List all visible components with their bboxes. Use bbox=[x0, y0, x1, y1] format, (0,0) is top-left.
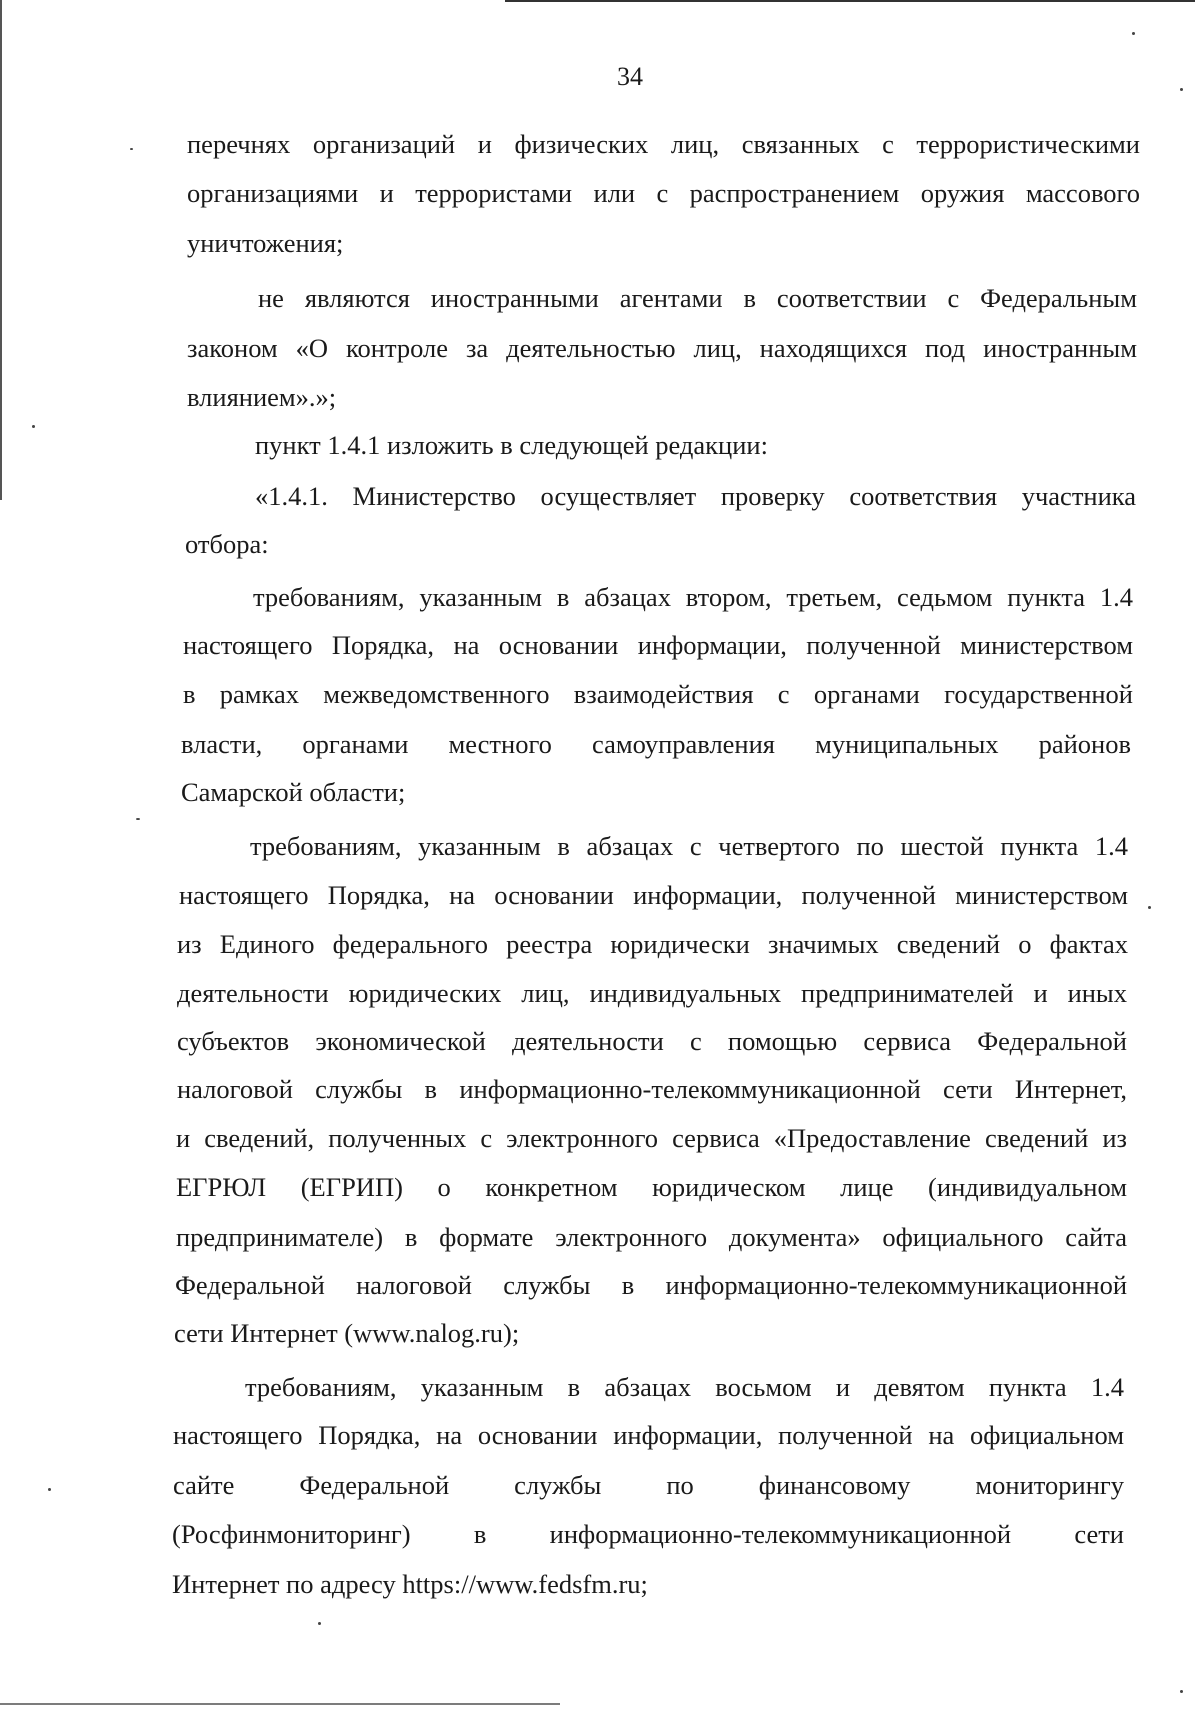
scan-speck bbox=[1148, 906, 1151, 909]
text-line: власти, органами местного самоуправления муниципальных районов bbox=[181, 729, 1131, 759]
text-line: деятельности юридических лиц, индивидуальных предпринимателей и иных bbox=[177, 978, 1127, 1008]
scan-speck bbox=[318, 1622, 321, 1625]
text-line: сети Интернет (www.nalog.ru); bbox=[174, 1318, 520, 1348]
text-line: ЕГРЮЛ (ЕГРИП) о конкретном юридическом лице (индивидуальном bbox=[176, 1172, 1127, 1202]
text-line: «1.4.1. Министерство осуществляет проверку соответствия участника bbox=[255, 481, 1136, 511]
text-line: Интернет по адресу https://www.fedsfm.ru; bbox=[172, 1569, 648, 1599]
text-line: Федеральной налоговой службы в информационно-телекоммуникационной bbox=[175, 1270, 1127, 1300]
text-line: влиянием».»; bbox=[187, 382, 337, 412]
scan-speck bbox=[136, 818, 140, 820]
page-number: 34 bbox=[617, 62, 643, 91]
text-line: в рамках межведомственного взаимодействия с органами государственной bbox=[183, 679, 1133, 709]
scan-speck bbox=[32, 425, 35, 428]
scan-edge-top bbox=[505, 0, 1195, 2]
text-line: требованиям, указанным в абзацах восьмом и девятом пункта 1.4 bbox=[245, 1372, 1124, 1402]
text-line: настоящего Порядка, на основании информации, полученной на официальном bbox=[173, 1420, 1124, 1450]
text-line: (Росфинмониторинг) в информационно-телекоммуникационной сети bbox=[172, 1519, 1124, 1549]
text-line: сайте Федеральной службы по финансовому мониторингу bbox=[173, 1470, 1124, 1500]
text-line: настоящего Порядка, на основании информации, полученной министерством bbox=[179, 880, 1128, 910]
text-line: законом «О контроле за деятельностью лиц, находящихся под иностранным bbox=[187, 333, 1137, 363]
scan-speck bbox=[48, 1488, 51, 1491]
scan-edge-bottom bbox=[0, 1703, 560, 1705]
text-line: уничтожения; bbox=[187, 228, 344, 258]
text-line: не являются иностранными агентами в соответствии с Федеральным bbox=[258, 283, 1137, 313]
scan-speck bbox=[1132, 32, 1135, 35]
text-line: из Единого федерального реестра юридически значимых сведений о фактах bbox=[177, 929, 1128, 959]
scan-speck bbox=[130, 148, 133, 150]
text-line: налоговой службы в информационно-телекоммуникационной сети Интернет, bbox=[177, 1074, 1127, 1104]
text-line: перечнях организаций и физических лиц, связанных с террористическими bbox=[187, 129, 1140, 159]
scan-speck bbox=[1180, 1690, 1183, 1693]
text-line: и сведений, полученных с электронного сервиса «Предоставление сведений из bbox=[176, 1123, 1127, 1153]
text-line: субъектов экономической деятельности с помощью сервиса Федеральной bbox=[177, 1026, 1127, 1056]
text-line: требованиям, указанным в абзацах с четвертого по шестой пункта 1.4 bbox=[250, 831, 1128, 861]
text-line: требованиям, указанным в абзацах втором, третьем, седьмом пункта 1.4 bbox=[253, 582, 1133, 612]
text-line: предпринимателе) в формате электронного документа» официального сайта bbox=[176, 1222, 1127, 1252]
text-line: организациями и террористами или с распространением оружия массового bbox=[187, 178, 1140, 208]
text-line: отбора: bbox=[185, 529, 269, 559]
text-line: пункт 1.4.1 изложить в следующей редакции: bbox=[255, 430, 768, 460]
text-line: Самарской области; bbox=[181, 777, 406, 807]
text-line: настоящего Порядка, на основании информации, полученной министерством bbox=[183, 630, 1133, 660]
